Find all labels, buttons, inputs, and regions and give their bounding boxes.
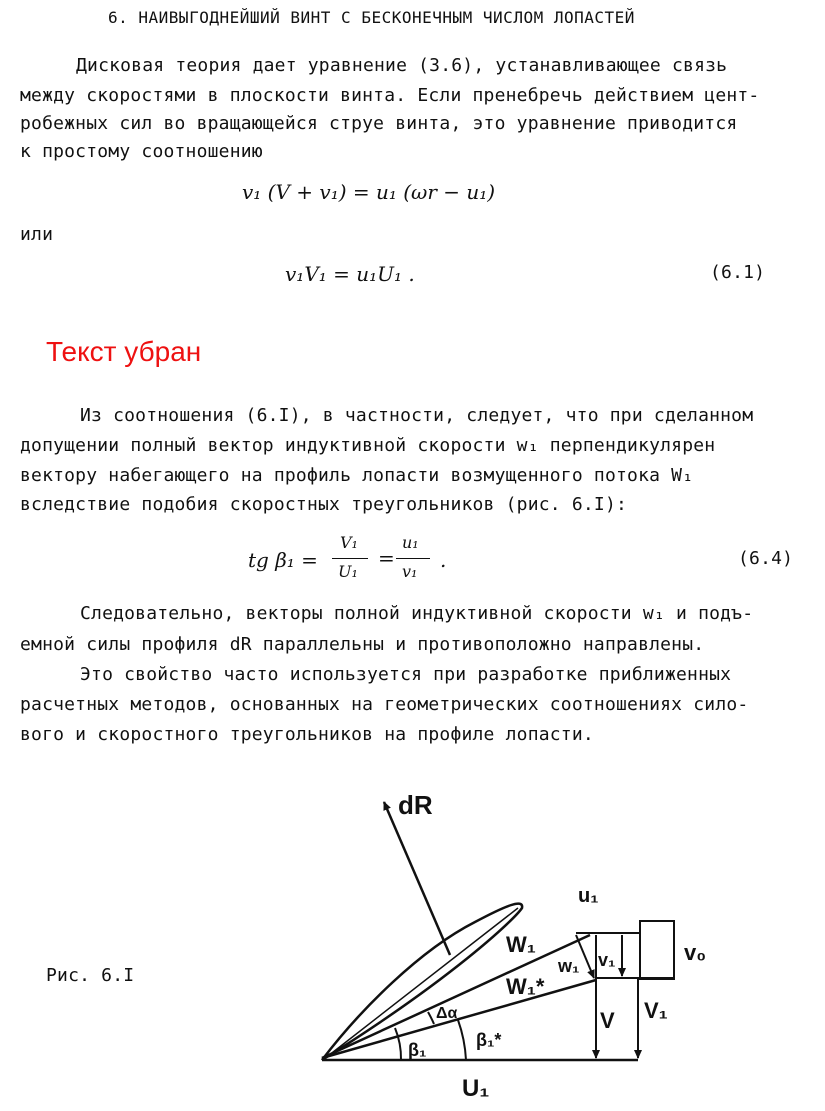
delta-alpha-arc (428, 1012, 434, 1024)
label-u1: U₁ (462, 1075, 490, 1102)
para3-line-2: емной силы профиля dR параллельны и противоположно направлены. (20, 634, 705, 655)
para4-line-1: Это свойство часто используется при разработке приближенных (80, 664, 732, 685)
w1-vector (322, 935, 590, 1058)
label-w1-small: w₁ (558, 956, 580, 976)
label-v: V (600, 1008, 615, 1033)
label-dr: dR (398, 790, 433, 820)
para2-line-4: вследствие подобия скоростных треугольников (рис. 6.I): (20, 494, 628, 515)
equation-3-frac1-bar (332, 558, 368, 559)
beta1-arc (395, 1028, 401, 1060)
equation-2-number: (6.1) (710, 262, 766, 283)
w1-star-vector (322, 980, 596, 1058)
section-heading: 6. НАИВЫГОДНЕЙШИЙ ВИНТ С БЕСКОНЕЧНЫМ ЧИСЛОМ ЛОПАСТЕЙ (108, 8, 635, 27)
lift-force-vector (384, 802, 450, 955)
equation-3-frac1-num: V₁ (340, 533, 358, 552)
velocity-triangle-figure (300, 780, 720, 1106)
figure-caption: Рис. 6.I (46, 965, 135, 986)
equation-3-number: (6.4) (738, 548, 794, 569)
label-beta1: β₁ (408, 1040, 427, 1060)
equation-3-frac2-bar (396, 558, 430, 559)
equation-3-period: . (440, 548, 447, 572)
para1-line-3: робежных сил во вращающейся струе винта, это уравнение приводится (20, 113, 738, 134)
label-u1-top: u₁ (578, 885, 599, 907)
label-w1: W₁ (506, 932, 536, 957)
para2-line-2: допущении полный вектор индуктивной скорости w₁ перпендикулярен (20, 435, 716, 456)
beta-star-arc (458, 1020, 466, 1060)
para4-line-3: вого и скоростного треугольников на профиле лопасти. (20, 724, 594, 745)
removed-text-note: Текст убран (46, 336, 202, 367)
equation-3-equals: = (378, 546, 395, 570)
equation-3-frac2-num: u₁ (402, 533, 419, 552)
para1-line-4: к простому соотношению (20, 141, 263, 162)
or-word: или (20, 224, 54, 245)
label-v0: v₀ (684, 940, 707, 965)
v0-rectangle (640, 921, 674, 979)
para2-line-3: вектору набегающего на профиль лопасти возмущенного потока W₁ (20, 465, 694, 486)
equation-3-frac2-den: v₁ (402, 562, 418, 581)
para4-line-2: расчетных методов, основанных на геометрических соотношениях сило- (20, 694, 749, 715)
label-beta-star: β₁* (476, 1030, 502, 1050)
label-delta-alpha: Δα (436, 1005, 458, 1022)
para1-line-2: между скоростями в плоскости винта. Если пренебречь действием цент- (20, 85, 760, 106)
para3-line-1: Следовательно, векторы полной индуктивной скорости w₁ и подъ- (80, 603, 754, 624)
para1-line-1: Дисковая теория дает уравнение (3.6), устанавливающее связь (76, 55, 728, 76)
equation-1: v₁ (V + v₁) = u₁ (ωr − u₁) (242, 180, 496, 204)
equation-3-lhs: tg β₁ = (248, 548, 318, 572)
equation-2: v₁V₁ = u₁U₁ . (285, 262, 415, 286)
equation-3-frac1-den: U₁ (338, 562, 358, 581)
label-v1-small: v₁ (598, 950, 616, 970)
para2-line-1: Из соотношения (6.I), в частности, следует, что при сделанном (80, 405, 754, 426)
label-w1-star: W₁* (506, 974, 545, 999)
label-v1: V₁ (644, 998, 668, 1023)
